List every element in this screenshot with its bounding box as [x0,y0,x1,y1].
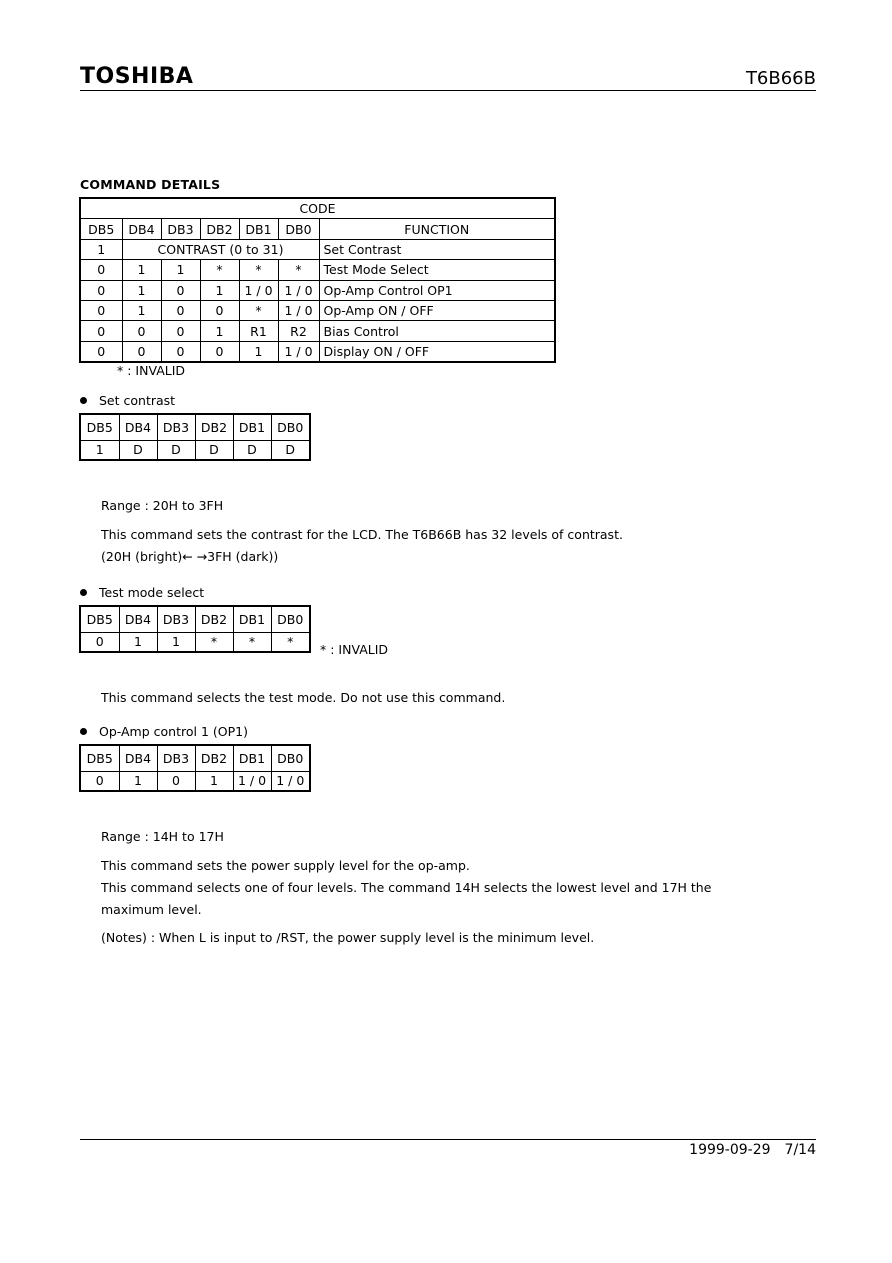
function-header: FUNCTION [319,219,555,239]
table-row [80,239,555,259]
table-cell: 0 [200,341,239,362]
brand-logo: TOSHIBA [80,64,194,89]
table-cell: 0 [161,280,200,300]
part-number: T6B66B [745,68,816,89]
command-table [79,197,556,363]
table-cell: 1 [80,239,122,259]
contrast-desc: This command sets the contrast for the LCD. The T6B66B has 32 levels of contrast. [101,527,623,542]
section-title: COMMAND DETAILS [80,177,221,192]
table-cell: 0 [161,321,200,341]
table-cell: 1 [200,321,239,341]
col-header: DB5 [80,745,119,772]
table-cell: 1 / 0 [278,300,319,320]
table-cell: 1 [119,633,157,653]
code-header: CODE [80,198,555,219]
table-cell: R1 [239,321,278,341]
table-cell: 0 [80,280,122,300]
table-cell: 1 [239,341,278,362]
col-header: DB4 [119,414,157,441]
col-header: DB5 [80,606,119,633]
opamp-notes: (Notes) : When L is input to /RST, the power supply level is the minimum level. [101,930,595,945]
table-cell: 1 [119,772,157,792]
contrast-desc-2: (20H (bright)← →3FH (dark)) [101,549,279,564]
opamp-heading [80,724,248,739]
col-header: DB1 [233,414,271,441]
table-row [80,321,555,341]
function-cell: Op-Amp ON / OFF [319,300,555,320]
bullet-icon [80,397,87,404]
table-cell: 0 [122,341,161,362]
opamp-table [79,744,311,792]
col-header: DB0 [271,745,310,772]
function-cell: Op-Amp Control OP1 [319,280,555,300]
col-header: DB4 [119,745,157,772]
col-header: DB4 [122,219,161,239]
opamp-title: Op-Amp control 1 (OP1) [99,724,248,739]
table-cell: * [239,260,278,280]
table-cell: 1 / 0 [278,341,319,362]
bullet-icon [80,589,87,596]
col-header: DB0 [271,606,310,633]
invalid-note: * : INVALID [117,363,186,378]
col-header: DB3 [161,219,200,239]
footer-rule [80,1139,816,1140]
table-row [80,300,555,320]
table-cell: D [157,441,195,461]
function-cell: Display ON / OFF [319,341,555,362]
table-cell: 0 [80,260,122,280]
bullet-icon [80,728,87,735]
table-cell: 0 [161,300,200,320]
col-header: DB3 [157,745,195,772]
test-mode-heading [80,585,204,600]
col-header: DB1 [233,745,271,772]
table-cell: 0 [80,633,119,653]
col-header: DB5 [80,414,119,441]
set-contrast-title: Set contrast [99,393,176,408]
function-cell: Set Contrast [319,239,555,259]
table-cell: * [271,633,310,653]
test-mode-desc: This command selects the test mode. Do not use this command. [101,690,506,705]
table-row [80,341,555,362]
table-cell: 0 [122,321,161,341]
function-cell: Bias Control [319,321,555,341]
col-header: DB1 [233,606,271,633]
table-cell: 0 [80,321,122,341]
table-cell: 1 [122,260,161,280]
table-cell: 1 / 0 [239,280,278,300]
table-cell: * [233,633,271,653]
function-cell: Test Mode Select [319,260,555,280]
opamp-desc-3: maximum level. [101,902,202,917]
table-row [80,260,555,280]
table-cell: D [271,441,310,461]
table-cell: R2 [278,321,319,341]
set-contrast-heading [80,393,175,408]
col-header: DB3 [157,414,195,441]
table-cell: * [278,260,319,280]
contrast-span-cell: CONTRAST (0 to 31) [122,239,319,259]
col-header: DB2 [200,219,239,239]
table-cell: 1 [157,633,195,653]
table-cell: * [239,300,278,320]
table-cell: 0 [80,341,122,362]
set-contrast-table [79,413,311,461]
table-cell: * [195,633,233,653]
table-cell: 1 [195,772,233,792]
table-cell: D [233,441,271,461]
table-cell: * [200,260,239,280]
test-mode-table [79,605,311,653]
table-cell: 0 [157,772,195,792]
table-cell: 1 [122,280,161,300]
col-header: DB4 [119,606,157,633]
footer-date: 1999-09-29 [689,1142,771,1158]
col-header: DB2 [195,606,233,633]
opamp-desc-2: This command selects one of four levels. The command 14H selects the lowest level and 17H the [101,880,712,895]
test-mode-title: Test mode select [99,585,205,600]
table-cell: 1 / 0 [233,772,271,792]
col-header: DB2 [195,414,233,441]
table-cell: 0 [80,772,119,792]
col-header: DB0 [278,219,319,239]
table-cell: 1 [161,260,200,280]
footer [689,1142,816,1158]
opamp-desc: This command sets the power supply level for the op-amp. [101,858,470,873]
table-cell: 0 [80,300,122,320]
table-cell: 0 [200,300,239,320]
page-number: 7/14 [784,1142,816,1158]
table-cell: 1 [200,280,239,300]
table-cell: 1 [80,441,119,461]
test-mode-invalid-note: * : INVALID [320,642,389,657]
table-cell: 0 [161,341,200,362]
table-cell: 1 / 0 [271,772,310,792]
contrast-range: Range : 20H to 3FH [101,498,224,513]
table-cell: 1 [122,300,161,320]
table-row [80,280,555,300]
opamp-range: Range : 14H to 17H [101,829,224,844]
col-header: DB3 [157,606,195,633]
col-header: DB2 [195,745,233,772]
col-header: DB5 [80,219,122,239]
col-header: DB0 [271,414,310,441]
header-rule [80,90,816,91]
col-header: DB1 [239,219,278,239]
table-cell: 1 / 0 [278,280,319,300]
table-cell: D [195,441,233,461]
table-cell: D [119,441,157,461]
